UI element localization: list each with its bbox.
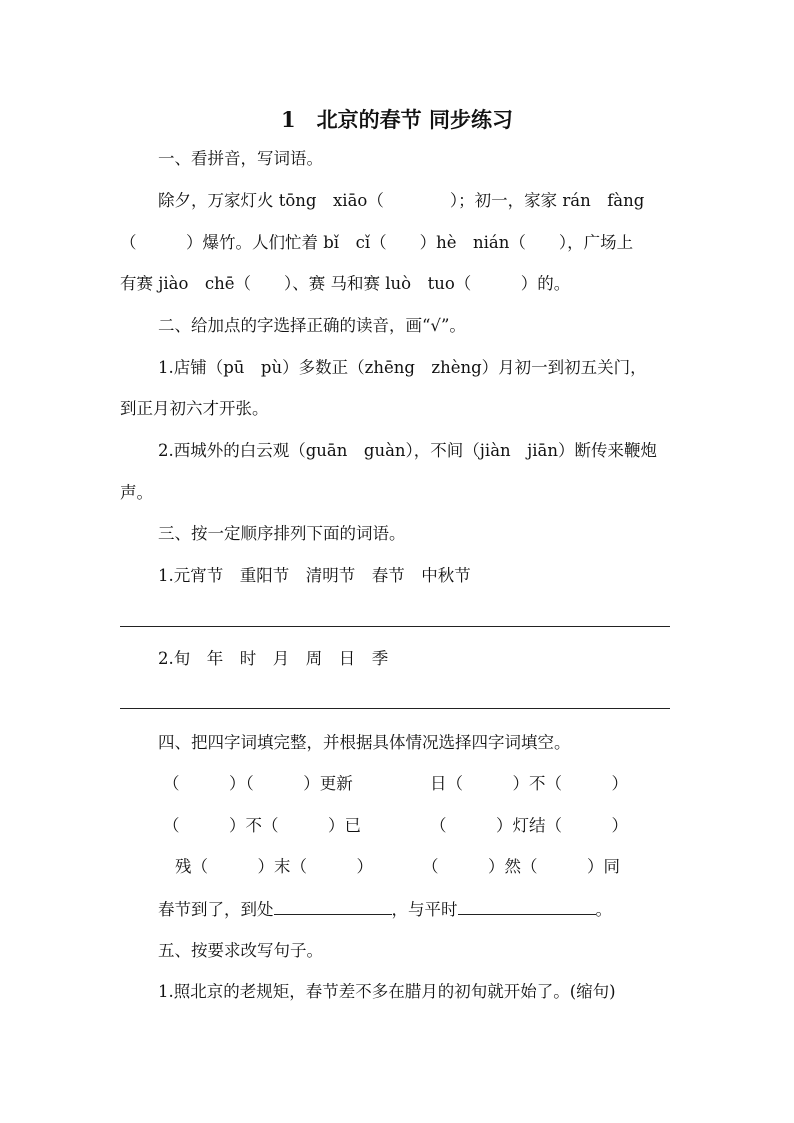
section-5-line-1: 1.照北京的老规矩，春节差不多在腊月的初旬就开始了。(缩句) [158,982,616,1001]
section-1-line-1: 除夕，万家灯火 tōng xiāo（ ）；初一，家家 rán fàng [158,191,645,210]
answer-line-2[interactable] [120,708,670,709]
section-3-line-1: 1.元宵节 重阳节 清明节 春节 中秋节 [158,566,471,585]
fill-blank-2[interactable] [458,898,596,915]
idiom-2: 日（ ）不（ ） [430,774,628,793]
idiom-3: （ ）不（ ）已 [163,816,361,835]
section-1-heading: 一、看拼音，写词语。 [158,149,323,168]
section-3-line-2: 2.旬 年 时 月 周 日 季 [158,649,389,668]
section-2-line-2: 到正月初六才开张。 [120,399,269,418]
section-2-line-3: 2.西城外的白云观（guān guàn），不间（jiàn jiān）断传来鞭炮 [158,441,658,460]
fill-blank-1[interactable] [274,898,392,915]
idiom-4: （ ）灯结（ ） [430,816,628,835]
fill-text-1: 春节到了，到处 [158,900,274,919]
section-2-line-4: 声。 [120,483,153,502]
section-2-line-1: 1.店铺（pū pù）多数正（zhēng zhèng）月初一到初五关门， [158,358,647,377]
fill-text-3: 。 [595,900,612,919]
section-2-heading: 二、给加点的字选择正确的读音，画“√”。 [158,316,466,335]
idiom-1: （ ）（ ）更新 [163,774,353,793]
section-3-heading: 三、按一定顺序排列下面的词语。 [158,524,406,543]
section-1-line-2: （ ）爆竹。人们忙着 bǐ cǐ（ ）hè nián（ ），广场上 [120,233,634,252]
fill-sentence [158,898,612,921]
answer-line-1[interactable] [120,626,670,627]
section-1-line-3: 有赛 jiào chē（ ）、赛 马和赛 luò tuo（ ）的。 [120,274,571,293]
worksheet-title: 1 北京的春节 同步练习 [281,107,513,132]
section-4-heading: 四、把四字词填完整，并根据具体情况选择四字词填空。 [158,733,571,752]
section-5-heading: 五、按要求改写句子。 [158,941,323,960]
idiom-6: （ ）然（ ）同 [422,857,620,876]
fill-text-2: ，与平时 [391,900,458,919]
idiom-5: 残（ ）末（ ） [175,857,373,876]
